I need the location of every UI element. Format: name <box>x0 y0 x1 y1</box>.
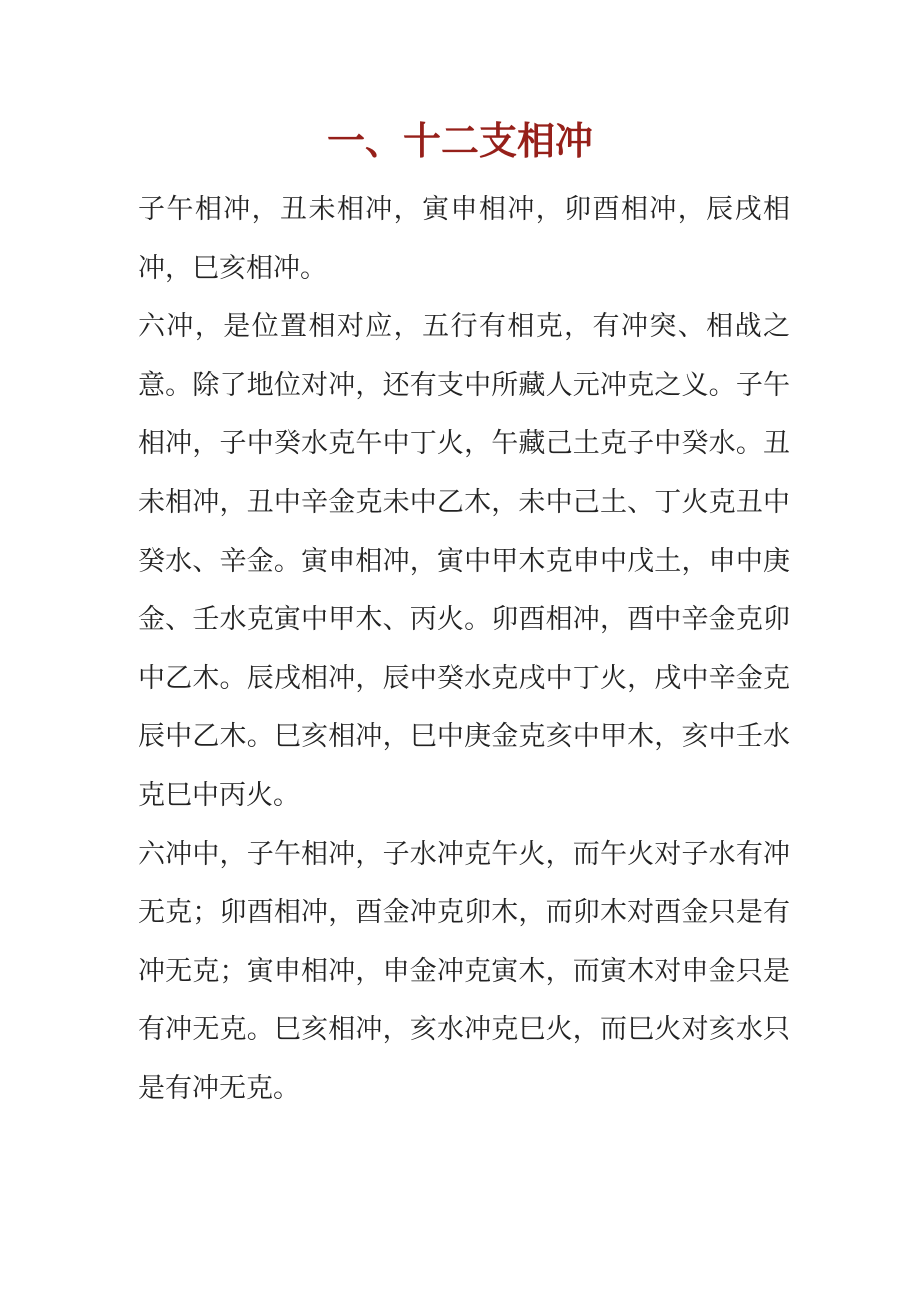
document-body <box>138 180 790 1118</box>
paragraph-branch-clash-pairs: 子午相冲，丑未相冲，寅申相冲，卯酉相冲，辰戌相冲，巳亥相冲。 <box>138 194 790 283</box>
paragraph-six-clash-explanation: 六冲，是位置相对应，五行有相克，有冲突、相战之意。除了地位对冲，还有支中所藏人元冲克之义。子午相冲，子中癸水克午中丁火，午藏己土克子中癸水。丑未相冲，丑中辛金克未中乙木，未中己土、丁火克丑中癸水、辛金。寅申相冲，寅中甲木克申中戊土，申中庚金、壬水克寅中甲木、丙火。卯酉相冲，酉中辛金克卯中乙木。辰戌相冲，辰中癸水克戌中丁火，戌中辛金克辰中乙木。巳亥相冲，巳中庚金克亥中甲木，亥中壬水克巳中丙火。 <box>138 311 790 810</box>
page-title: 一、十二支相冲 <box>326 121 593 163</box>
paragraph-clash-without-overcoming: 六冲中，子午相冲，子水冲克午火，而午火对子水有冲无克；卯酉相冲，酉金冲克卯木，而卯木对酉金只是有冲无克；寅申相冲，申金冲克寅木，而寅木对申金只是有冲无克。巳亥相冲，亥水冲克巳火，而巳火对亥水只是有冲无克。 <box>138 838 790 1103</box>
